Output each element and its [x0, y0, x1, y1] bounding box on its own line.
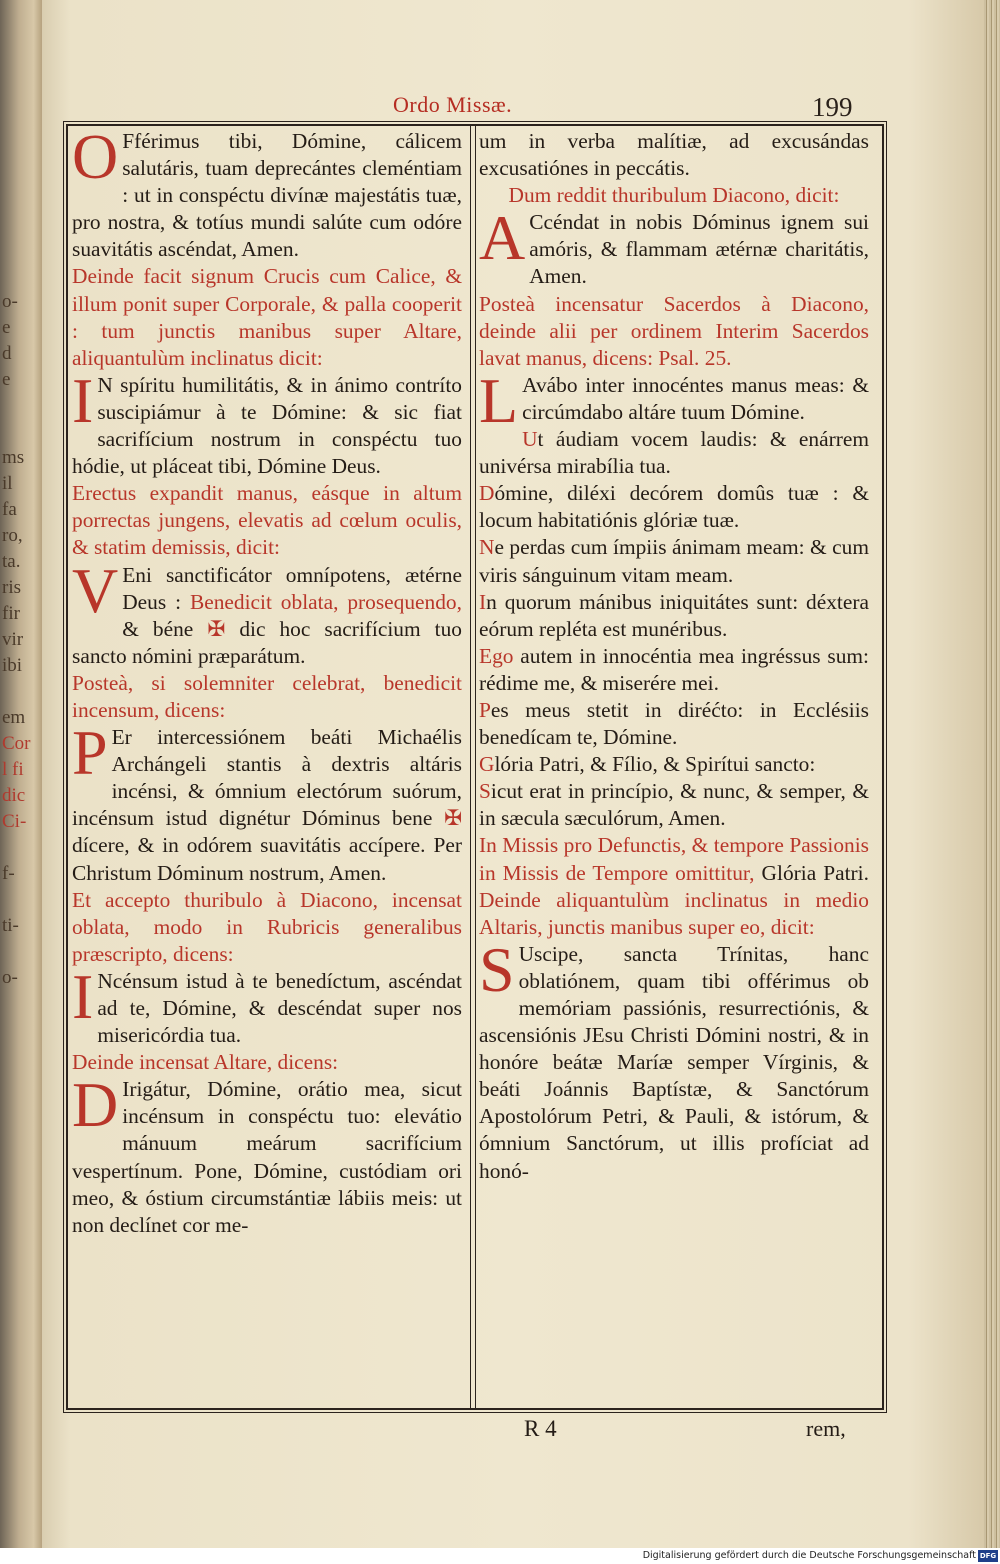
psalm-verse: Ut áudiam vocem laudis: & enárrem univérsa mirabília tua.: [479, 427, 869, 479]
prayer-veni-sanctificator: V Eni sanctificátor omnípotens, ætérne Deus : Benedicit oblata, prosequendo, & béne ✠ dic hoc sacrifícium tuo sancto nómini præparátum.: [72, 554, 462, 668]
left-page-fragment: vir: [2, 629, 24, 650]
left-page-fragment: f-: [2, 863, 15, 884]
prayer-continuation: um in verba malítiæ, ad excusándas excusatiónes in peccátis.: [479, 129, 869, 181]
psalm-verse: Dómine, diléxi decórem domûs tuæ : & locum habitatiónis glóriæ tuæ.: [479, 481, 869, 533]
left-page-fragment: e: [2, 369, 11, 390]
prayer-in-spiritu: I N spíritu humilitátis, & in ánimo contríto suscipiámur à te Dómine: & sic fiat sacrifícium nostrum in conspéctu tuo hódie, ut pláceat tibi, Dómine Deus.: [72, 364, 462, 479]
drop-initial: D: [72, 1069, 119, 1141]
left-page-fragment: ta.: [2, 551, 21, 572]
cross-icon: ✠: [207, 616, 226, 641]
psalm-verse: Ne perdas cum ímpiis ánimam meam: & cum viris sánguinum vitam meam.: [479, 535, 869, 587]
drop-initial: P: [72, 717, 108, 789]
column-divider: [470, 124, 476, 1410]
page-number: 199: [812, 92, 853, 122]
left-page-fragment: Cor: [2, 733, 31, 754]
prayer-offerimus: O Fférimus tibi, Dómine, cálicem salutáris, tuam deprecántes cleméntiam : ut in conspéctu divínæ majestátis tuæ, pro nostra, & totíus mundi salúte cum odóre suavitátis ascéndat, Amen.: [72, 121, 462, 262]
drop-initial: I: [72, 960, 94, 1032]
rubric-in-missis: In Missis pro Defunctis, & tempore Passionis in Missis de Tempore omittitur, Glória Patri. Deinde aliquantulùm inclinatus in medio Altaris, junctis manibus super eo, dicit:: [479, 833, 869, 939]
left-page-fragment: il: [2, 473, 13, 494]
inline-rubric: Benedicit oblata, prosequendo,: [189, 589, 462, 614]
prayer-accendat: A Ccéndat in nobis Dóminus ignem sui amóris, & flammam ætérnæ charitátis, Amen.: [479, 202, 869, 289]
prayer-per-intercessionem: P Er intercessiónem beáti Michaélis Archángeli stantis à dextris altáris incénsi, & ómnium electórum suórum, incénsum istud dignétur Dóminus bene ✠ dícere, & in odórem suavitátis accípere. Per Christum Dóminum nostrum, Amen.: [72, 717, 462, 885]
left-column: [72, 121, 462, 1239]
psalm-verse: Ego autem in innocéntia mea ingréssus sum: rédime me, & miserére mei.: [479, 643, 869, 695]
rubric-postea: Posteà, si solemniter celebrat, benedicit incensum, dicens:: [72, 670, 462, 722]
psalm-lavabo: L Avábo inter innocéntes manus meas: & circúmdabo altáre tuum Dómine.: [479, 364, 869, 436]
left-page-fragment: ti-: [2, 915, 19, 936]
left-page-fragment: fa: [2, 499, 17, 520]
drop-initial: L: [479, 364, 519, 436]
psalm-verse: In quorum mánibus iniquitátes sunt: déxtera eórum repléta est munéribus.: [479, 589, 869, 641]
psalm-verse: Glória Patri, & Fílio, & Spirítui sancto:: [479, 752, 816, 777]
prayer-dirigatur: D Irigátur, Dómine, orátio mea, sicut incénsum in conspéctu tuo: elevátio mánuum meárum sacrifícium vespertínum. Pone, Dómine, custódiam ori meo, & óstium circumstántiæ lábiis meis: ut non declínet cor me-: [72, 1069, 462, 1237]
running-title: Ordo Missæ.: [393, 92, 513, 117]
prayer-suscipe: S Uscipe, sancta Trínitas, hanc oblatiónem, quam tibi offérimus ob memóriam passiónis, resurrectiónis, & ascensiónis JEsu Christi Dómini nostri, & in honóre beátæ Maríæ semper Vírginis, & beáti Joánnis Baptístæ, & Sanctórum Apostolórum Petri, & Pauli, & istórum, & ómnium Sanctórum, ut illis profíciat ad honó-: [479, 933, 869, 1183]
dfg-logo-icon: DFG: [979, 1552, 997, 1560]
rubric-dum-reddit: Dum reddit thuribulum Diacono, dicit:: [508, 183, 840, 208]
rubric-deinde-facit: Deinde facit signum Crucis cum Calice, & illum ponit super Corporale, & palla cooperit : tum junctis manibus super Altare, aliquantulùm inclinatus dicit:: [72, 264, 462, 370]
left-page-fragment: d: [2, 343, 12, 364]
left-page-fragment: ibi: [2, 655, 23, 676]
psalm-verse: Sicut erat in princípio, & nunc, & semper, & in sæcula sæculórum, Amen.: [479, 779, 869, 831]
drop-initial: O: [72, 121, 119, 192]
drop-initial: A: [479, 202, 526, 274]
left-page-fragment: dic: [2, 785, 26, 806]
cross-icon: ✠: [444, 806, 462, 831]
prayer-incensum: I Ncénsum istud à te benedíctum, ascéndat ad te, Dómine, & descéndat super nos misericórdia tua.: [72, 960, 462, 1048]
adjacent-left-page: [0, 0, 42, 1564]
scan-footer: [0, 1548, 1000, 1564]
left-page-fragment: ms: [2, 447, 25, 468]
rubric-postea-incensatur: Posteà incensatur Sacerdos à Diacono, deinde alii per ordinem Interim Sacerdos lavat manus, dicens: Psal. 25.: [479, 291, 869, 370]
left-page-fragment: fir: [2, 603, 20, 624]
rubric-erectus: Erectus expandit manus, eásque in altum porrectas jungens, elevatis ad cœlum oculis, & statim demissis, dicit:: [72, 481, 462, 560]
rubric-et-accepto: Et accepto thuribulo à Diacono, incensat oblata, modo in Rubricis generalibus præscripto, dicens:: [72, 887, 462, 966]
left-page-fragment: em: [2, 707, 26, 728]
drop-initial: S: [479, 933, 515, 1005]
psalm-verse: Pes meus stetit in diréćto: in Ecclésiis benedícam te, Dómine.: [479, 697, 869, 750]
left-page-fragment: ro,: [2, 525, 23, 546]
left-page-fragment: Ci-: [2, 811, 27, 832]
right-column: [479, 128, 869, 1185]
signature-mark: R 4: [524, 1416, 557, 1441]
left-page-fragment: l fi: [2, 759, 24, 780]
left-page-fragment: o-: [2, 967, 18, 988]
catchword: rem,: [806, 1416, 846, 1441]
left-page-fragment: e: [2, 317, 11, 338]
page-edge-stack: [984, 0, 1000, 1548]
rubric-incensat-altare: Deinde incensat Altare, dicens:: [72, 1050, 339, 1075]
left-page-fragment: ris: [2, 577, 21, 598]
drop-initial: I: [72, 364, 94, 436]
scan-credit: Digitalisierung gefördert durch die Deutsche Forschungsgemeinschaft: [642, 1550, 976, 1561]
left-page-fragment: o-: [2, 291, 18, 312]
drop-initial: V: [72, 554, 119, 626]
